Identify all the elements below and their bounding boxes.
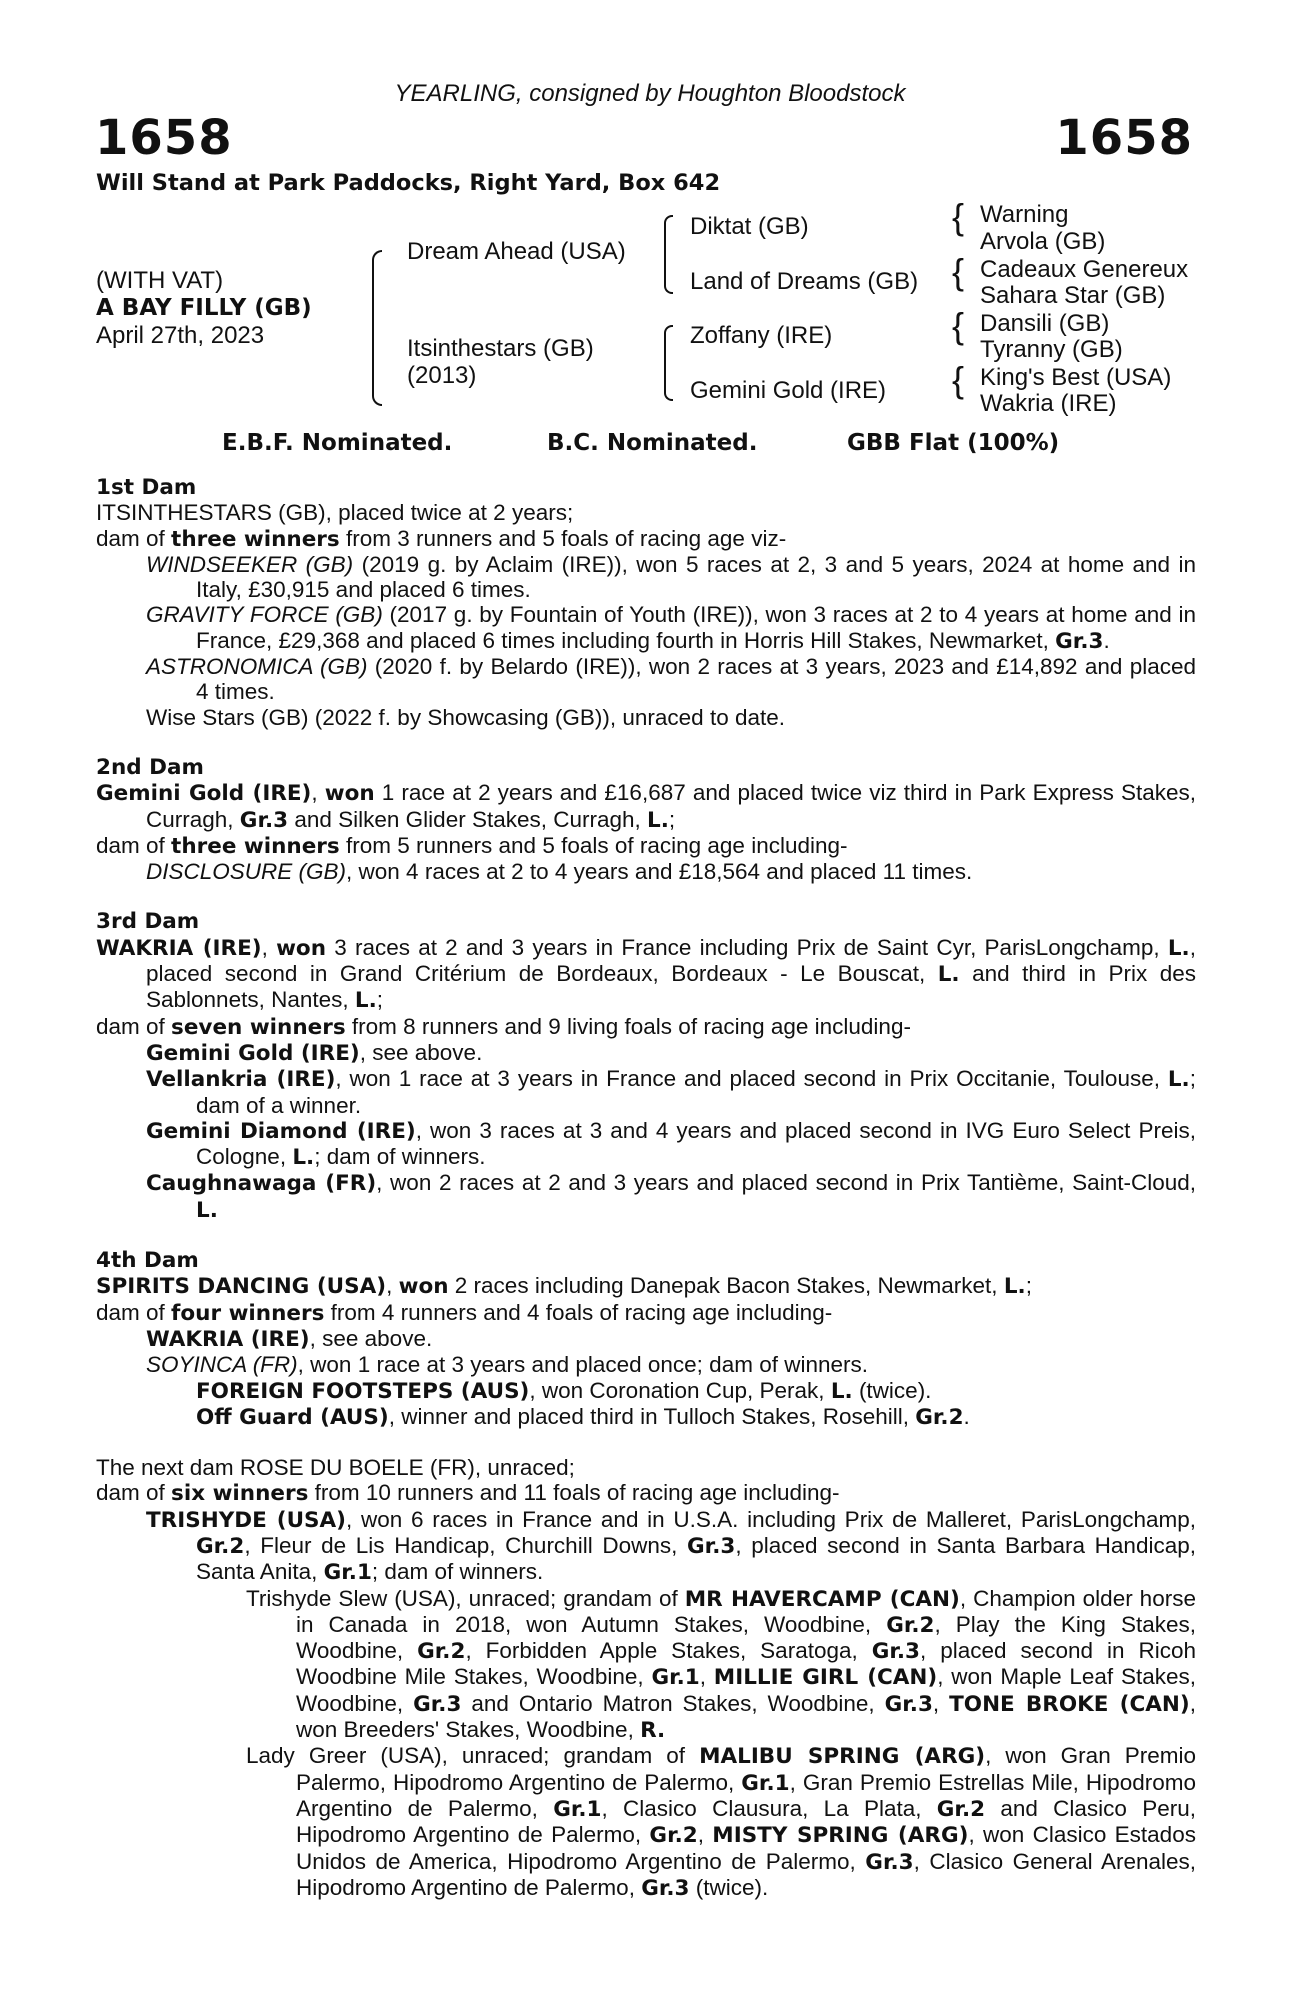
next-dam-line: The next dam ROSE DU BOELE (FR), unraced; [96,1455,575,1481]
pedigree-gen3-3: Cadeaux Genereux [980,256,1189,283]
dam-line-brace [664,325,673,401]
horse-name: A BAY FILLY (GB) [96,295,312,321]
pedigree-main-brace [372,250,382,406]
first-dam-produce-item: ASTRONOMICA (GB) (2020 f. by Belardo (IRE)), won 2 races at 3 years, 2023 and £14,892 and placed 4 times. [146,654,1196,705]
lot-number-left: 1658 [95,110,233,166]
third-dam-produce-item: Gemini Gold (IRE), see above. [146,1039,483,1066]
fourth-dam-grandproduce-item: Off Guard (AUS), winner and placed third in Tulloch Stakes, Rosehill, Gr.2. [196,1403,970,1430]
next-dam-grandproduce-item: Trishyde Slew (USA), unraced; grandam of MR HAVERCAMP (CAN), Champion older horse in Canada in 2018, won Autumn Stakes, Woodbine, Gr.2, Play the King Stakes, Woodbine, Gr.2, Forbidden Apple Stakes, Saratoga, Gr.3, placed second in Ricoh Woodbine Mile Stakes, Woodbine, Gr.1, MILLIE GIRL (CAN), won Maple Leaf Stakes, Woodbine, Gr.3 and Ontario Matron Stakes, Woodbine, Gr.3, TONE BROKE (CAN), won Breeders' Stakes, Woodbine, R. [246,1585,1196,1744]
gen3-brace-1: { [952,196,965,237]
third-dam-produce-item: Gemini Diamond (IRE), won 3 races at 3 and 4 years and placed second in IVG Euro Select Preis, Cologne, L.; dam of winners. [146,1117,1196,1171]
third-dam-heading: 3rd Dam [96,909,200,935]
pedigree-sire-sire: Diktat (GB) [690,213,809,240]
third-dam-produce-item: Caughnawaga (FR), won 2 races at 2 and 3 years and placed second in Prix Tantième, Saint-Cloud, L. [146,1170,1196,1223]
second-dam-produce-summary: dam of three winners from 5 runners and 5 foals of racing age including- [96,832,848,859]
next-dam-grandproduce-item: Lady Greer (USA), unraced; grandam of MALIBU SPRING (ARG), won Gran Premio Palermo, Hipodromo Argentino de Palermo, Gr.1, Gran Premio Estrellas Mile, Hipodromo Argentino de Palermo, Gr.1, Clasico Clausura, La Plata, Gr.2 and Clasico Peru, Hipodromo Argentino de Palermo, Gr.2, MISTY SPRING (ARG), won Clasico Estados Unidos de America, Hipodromo Argentino de Palermo, Gr.3, Clasico General Arenales, Hipodromo Argentino de Palermo, Gr.3 (twice). [246,1743,1196,1901]
first-dam-produce-summary: dam of three winners from 3 runners and 5 foals of racing age viz- [96,525,787,552]
consignor-line: YEARLING, consigned by Houghton Bloodstock [394,80,906,107]
next-dam-produce-summary: dam of six winners from 10 runners and 11 foals of racing age including- [96,1480,840,1507]
third-dam-line: WAKRIA (IRE), won 3 races at 2 and 3 years in France including Prix de Saint Cyr, ParisLongchamp, L., placed second in Grand Critérium de Bordeaux, Bordeaux - Le Bouscat, L. and third in Prix des Sablonnets, Nantes, L.; [96,934,1196,1014]
pedigree-gen3-1: Warning [980,201,1069,228]
fourth-dam-produce-item: WAKRIA (IRE), see above. [146,1325,433,1352]
pedigree-dam-year: (2013) [407,362,477,389]
first-dam-line: ITSINTHESTARS (GB), placed twice at 2 years; [96,500,574,526]
gen3-brace-3: { [952,305,965,346]
fourth-dam-line: SPIRITS DANCING (USA), won 2 races including Danepak Bacon Stakes, Newmarket, L.; [96,1273,1032,1300]
fourth-dam-grandproduce-item: FOREIGN FOOTSTEPS (AUS), won Coronation Cup, Perak, L. (twice). [196,1377,932,1404]
fourth-dam-produce-item: SOYINCA (FR), won 1 race at 3 years and placed once; dam of winners. [146,1352,868,1378]
bc-nomination: B.C. Nominated. [547,430,758,456]
second-dam-line: Gemini Gold (IRE), won 1 race at 2 years and £16,687 and placed twice viz third in Park Express Stakes, Curragh, Gr.3 and Silken Glider Stakes, Curragh, L.; [96,780,1196,833]
lot-number-right: 1658 [1055,110,1193,166]
stand-location: Will Stand at Park Paddocks, Right Yard, Box 642 [96,170,721,196]
gbb-flat: GBB Flat (100%) [847,430,1060,456]
third-dam-produce-summary: dam of seven winners from 8 runners and 9 living foals of racing age including- [96,1013,911,1040]
pedigree-gen3-2: Arvola (GB) [980,228,1106,255]
first-dam-heading: 1st Dam [96,475,197,500]
first-dam-produce-item: WINDSEEKER (GB) (2019 g. by Aclaim (IRE)), won 5 races at 2, 3 and 5 years, 2024 at home and in Italy, £30,915 and placed 6 times. [146,551,1196,603]
catalogue-body [96,475,1196,1901]
third-dam-produce-item: Vellankria (IRE), won 1 race at 3 years in France and placed second in Prix Occitanie, Toulouse, L.; dam of a winner. [146,1066,1196,1118]
pedigree-gen3-4: Sahara Star (GB) [980,282,1166,309]
second-dam-produce-item: DISCLOSURE (GB), won 4 races at 2 to 4 years and £18,564 and placed 11 times. [146,859,973,885]
fourth-dam-produce-summary: dam of four winners from 4 runners and 4 foals of racing age including- [96,1299,833,1326]
fourth-dam-heading: 4th Dam [96,1248,199,1274]
pedigree-gen3-5: Dansili (GB) [980,310,1110,337]
gen3-brace-4: { [952,359,965,400]
second-dam-heading: 2nd Dam [96,754,204,780]
pedigree-sire: Dream Ahead (USA) [407,238,626,265]
pedigree-gen3-8: Wakria (IRE) [980,390,1117,417]
next-dam-produce-item: TRISHYDE (USA), won 6 races in France and in U.S.A. including Prix de Malleret, ParisLongchamp, Gr.2, Fleur de Lis Handicap, Churchill Downs, Gr.3, placed second in Santa Barbara Handicap, Santa Anita, Gr.1; dam of winners. [146,1506,1196,1586]
pedigree-gen3-6: Tyranny (GB) [980,336,1123,363]
first-dam-produce-item: GRAVITY FORCE (GB) (2017 g. by Fountain of Youth (IRE)), won 3 races at 2 to 4 years at home and in France, £29,368 and placed 6 times including fourth in Horris Hill Stakes, Newmarket, Gr.3. [146,602,1196,654]
pedigree-dam-dam: Gemini Gold (IRE) [690,377,887,404]
first-dam-produce-item: Wise Stars (GB) (2022 f. by Showcasing (GB)), unraced to date. [146,704,786,730]
ebf-nomination: E.B.F. Nominated. [222,430,453,456]
vat-note: (WITH VAT) [96,267,224,294]
gen3-brace-2: { [952,251,965,292]
pedigree-dam: Itsinthestars (GB) [407,335,594,362]
sire-line-brace [664,215,673,294]
foaling-date: April 27th, 2023 [96,322,265,349]
pedigree-gen3-7: King's Best (USA) [980,364,1172,391]
pedigree-sire-dam: Land of Dreams (GB) [690,268,919,295]
pedigree-dam-sire: Zoffany (IRE) [690,322,833,349]
